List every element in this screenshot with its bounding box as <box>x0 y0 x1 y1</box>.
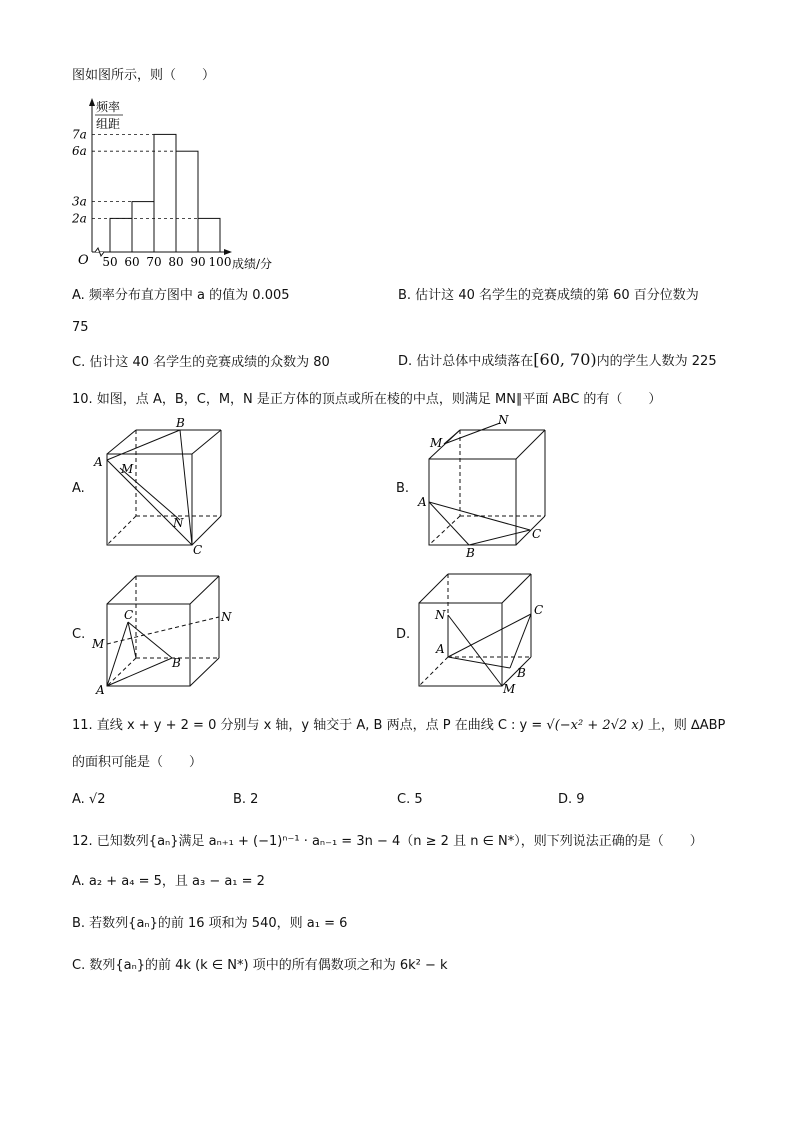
cube-a-point-m: M <box>121 462 134 476</box>
q10-label-b: B. <box>396 481 410 496</box>
q11-option-a: A. √2 <box>72 792 106 807</box>
y-axis-label-bottom: 组距 <box>96 117 121 131</box>
cube-c-point-n: N <box>221 610 232 624</box>
cube-a-point-n: N <box>173 516 184 530</box>
x-tick-label: 80 <box>168 255 184 269</box>
q12-stem: 12. 已知数列{aₙ}满足 aₙ₊₁ + (−1)ⁿ⁻¹ · aₙ₋₁ = 3n − 4（n ≥ 2 且 n ∈ N*），则下列说法正确的是（ ） <box>72 834 703 849</box>
cube-b-point-b: B <box>466 546 475 560</box>
q12-option-c: C. 数列{aₙ}的前 4k (k ∈ N*) 项中的所有偶数项之和为 6k² − k <box>72 958 448 973</box>
q10-label-c: C. <box>72 627 86 642</box>
cube-a-point-c: C <box>193 543 203 557</box>
q11-radical: √(−x² + 2√2 x) <box>546 718 644 733</box>
q11-option-d: D. 9 <box>558 792 585 807</box>
q9-option-b-cont: 75 <box>72 320 89 335</box>
q12-option-a: A. a₂ + a₄ = 5，且 a₃ − a₁ = 2 <box>72 874 265 889</box>
q9-intro: 图如图所示，则（ ） <box>72 68 216 83</box>
x-tick-label: 70 <box>146 255 162 269</box>
x-tick-label: 100 <box>208 255 232 269</box>
y-axis-label-top: 频率 <box>96 100 121 114</box>
cube-d-point-n: N <box>435 608 446 622</box>
cube-d-point-b: B <box>517 666 526 680</box>
cube-b-point-a: A <box>418 495 427 509</box>
q11-stem-pre: 11. 直线 x + y + 2 = 0 分别与 x 轴，y 轴交于 A, B 两点，点 P 在曲线 C : y = <box>72 718 543 733</box>
y-tick-label: 6a <box>72 144 87 159</box>
q11-stem-line1 <box>72 718 725 734</box>
cube-d-point-m: M <box>503 682 516 696</box>
q11-stem-post: 上，则 ∆ABP <box>647 718 726 733</box>
q9-option-d-post: 内的学生人数为 225 <box>596 354 717 369</box>
q9-option-a: A. 频率分布直方图中 a 的值为 0.005 <box>72 288 290 303</box>
cube-c-point-a: A <box>96 683 105 697</box>
q9-option-b: B. 估计这 40 名学生的竞赛成绩的第 60 百分位数为 <box>398 288 699 303</box>
cube-c-point-b: B <box>172 656 181 670</box>
cube-b-point-m: M <box>430 436 443 450</box>
cube-c-point-m: M <box>92 637 105 651</box>
x-tick-label: 50 <box>102 255 118 269</box>
cube-c-point-c: C <box>124 608 134 622</box>
cube-a-point-b: B <box>176 416 185 430</box>
origin-label: O <box>78 253 89 268</box>
cube-b-point-c: C <box>532 527 542 541</box>
q9-option-d-interval: [60, 70) <box>533 350 597 369</box>
cube-d-point-c: C <box>534 603 544 617</box>
q9-option-d-pre: D. 估计总体中成绩落在 <box>398 354 534 369</box>
q9-option-c: C. 估计这 40 名学生的竞赛成绩的众数为 80 <box>72 355 330 370</box>
q11-option-c: C. 5 <box>397 792 423 807</box>
cube-d-point-a: A <box>436 642 445 656</box>
q11-option-b: B. 2 <box>233 792 259 807</box>
q10-label-a: A. <box>72 481 85 496</box>
x-tick-label: 90 <box>190 255 206 269</box>
y-tick-label: 7a <box>72 127 87 142</box>
cube-b-point-n: N <box>498 413 509 427</box>
q12-option-b: B. 若数列{aₙ}的前 16 项和为 540，则 a₁ = 6 <box>72 916 348 931</box>
q11-stem-line2: 的面积可能是（ ） <box>72 755 203 770</box>
y-tick-label: 2a <box>72 211 87 226</box>
x-tick-label: 60 <box>124 255 140 269</box>
cube-a-point-a: A <box>94 455 103 469</box>
q10-label-d: D. <box>396 627 411 642</box>
y-tick-label: 3a <box>72 194 87 209</box>
q10-stem: 10. 如图，点 A，B，C，M，N 是正方体的顶点或所在棱的中点，则满足 MN∥平面 ABC 的有（ ） <box>72 392 662 407</box>
x-axis-label: 成绩/分 <box>232 257 273 271</box>
